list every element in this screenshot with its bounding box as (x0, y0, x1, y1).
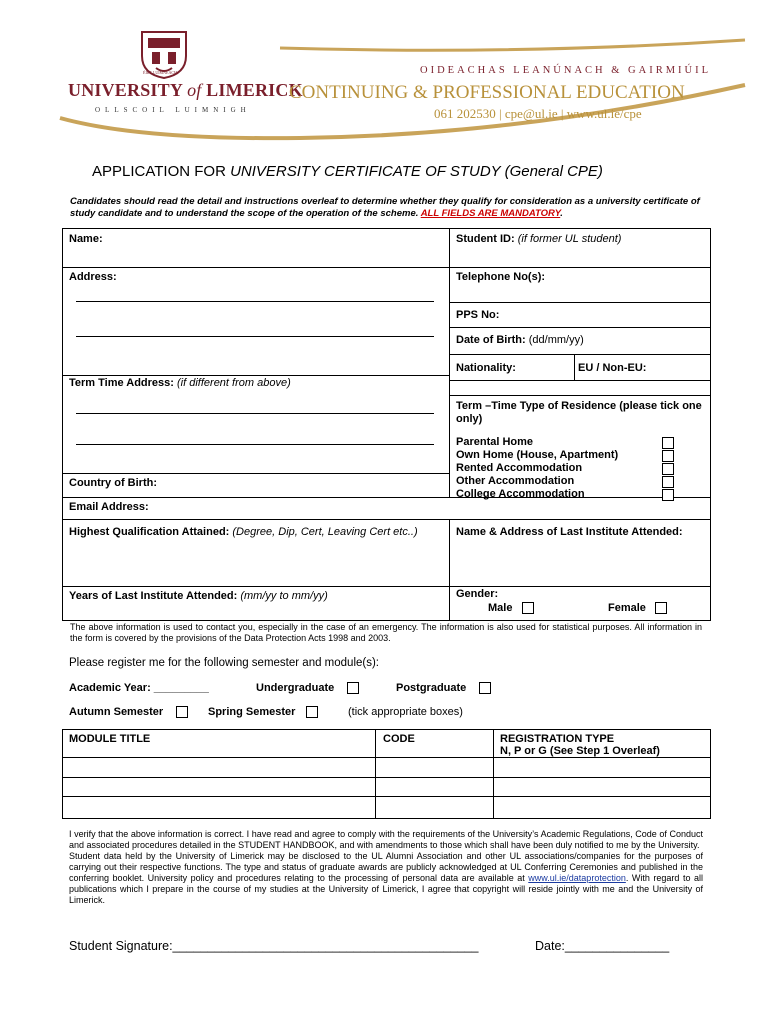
spring-semester-option: Spring Semester (208, 706, 318, 718)
postgraduate-option: Postgraduate (396, 682, 491, 694)
female-option: Female (608, 602, 667, 614)
date-field[interactable]: Date:_______________ (535, 939, 670, 953)
code-header: CODE (383, 733, 415, 745)
gender-label: Gender: (456, 588, 499, 600)
term-address-label: Term Time Address: (if different from above) (69, 377, 291, 389)
autumn-semester-option: Autumn Semester (69, 706, 188, 718)
crest-motto: ÉIRE LUIMNEACH (143, 70, 177, 75)
registration-type-subheader: N, P or G (See Step 1 Overleaf) (500, 745, 660, 757)
undergraduate-option: Undergraduate (256, 682, 359, 694)
register-intro: Please register me for the following semester and module(s): (69, 657, 380, 669)
form-title: APPLICATION FOR UNIVERSITY CERTIFICATE OF STUDY (General CPE) (92, 163, 603, 180)
email-label: Email Address: (69, 501, 149, 513)
male-option: Male (488, 602, 534, 614)
university-irish-name: OLLSCOIL LUIMNIGH (95, 106, 251, 114)
tick-note: (tick appropriate boxes) (348, 706, 463, 718)
term-address-line-1[interactable] (76, 413, 434, 414)
residence-checkbox-college[interactable] (662, 489, 674, 501)
name-label: Name: (69, 233, 103, 245)
module-row-2[interactable] (63, 778, 710, 796)
address-label: Address: (69, 271, 117, 283)
dob-label: Date of Birth: (dd/mm/yy) (456, 334, 584, 346)
residence-checkbox-other[interactable] (662, 476, 674, 488)
nationality-label: Nationality: (456, 362, 516, 374)
declaration-data: Student data held by the University of Limerick may be disclosed to the UL Alumni Association and other UL associations/companies for the purposes of carrying out their respective functions. The type and status of graduate awards are publicly acknowledged at UL Conferring Ceremonies and published in the conferring booklet. University policy and procedures relating to the processing of personal data are available at www.ul.ie/dataprotection. With regard to all publications which I prepare in the course of my studies at the University of Limerick, I agree that copyright will reside jointly with me and the University of Limerick. (69, 851, 704, 905)
highest-qualification-label: Highest Qualification Attained: (Degree, Dip, Cert, Leaving Cert etc..) (69, 526, 418, 538)
undergraduate-checkbox[interactable] (347, 682, 359, 694)
module-row-3[interactable] (63, 797, 710, 818)
department-title: CONTINUING & PROFESSIONAL EDUCATION (289, 82, 685, 103)
residence-type-label: Term –Time Type of Residence (please tick one only) (456, 400, 702, 425)
term-address-line-2[interactable] (76, 444, 434, 445)
eu-label: EU / Non-EU: (578, 362, 647, 374)
male-checkbox[interactable] (522, 602, 534, 614)
declaration-verify: I verify that the above information is correct. I have read and agree to comply with the requirements of the University’s Academic Regulations, Code of Conduct and associated procedures detailed in the STUDENT HANDBOOK, and with amendments to those which shall have been duly notified to me by the University. (69, 829, 703, 850)
declaration (69, 829, 703, 906)
postgraduate-checkbox[interactable] (479, 682, 491, 694)
residence-checkbox-own-home[interactable] (662, 450, 674, 462)
contact-info: 061 202530 | cpe@ul.ie | www.ul.ie/cpe (434, 106, 642, 121)
student-signature-field[interactable]: Student Signature:____________________________________________ (69, 939, 479, 953)
module-title-header: MODULE TITLE (69, 733, 151, 745)
last-institute-label: Name & Address of Last Institute Attended: (456, 526, 683, 538)
residence-option: Other Accommodation (456, 475, 676, 488)
mandatory-notice: ALL FIELDS ARE MANDATORY (420, 208, 561, 219)
registration-type-header: REGISTRATION TYPE (500, 733, 615, 745)
residence-option: Own Home (House, Apartment) (456, 449, 676, 462)
data-usage-notice: The above information is used to contact you, especially in the case of an emergency. The information is also used for statistical purposes. All information in the form is covered by the provisions of the Data Protection Acts 1998 and 2003. (70, 622, 702, 643)
irish-department-name: OIDEACHAS LEANÚNACH & GAIRMIÚIL (420, 65, 712, 76)
address-line-2[interactable] (76, 336, 434, 337)
residence-options (456, 436, 676, 501)
spring-semester-checkbox[interactable] (306, 706, 318, 718)
form-intro: Candidates should read the detail and instructions overleaf to determine whether they qualify for consideration as a university certificate of study candidate and to understand the scope of the operation of the scheme. ALL FIELDS ARE MANDATORY. (70, 196, 700, 219)
residence-option: Rented Accommodation (456, 462, 676, 475)
residence-option: College Accommodation (456, 488, 676, 501)
female-checkbox[interactable] (655, 602, 667, 614)
academic-year-field[interactable]: Academic Year: _________ (69, 682, 209, 694)
module-row-1[interactable] (63, 758, 710, 777)
pps-label: PPS No: (456, 309, 500, 321)
university-name: UNIVERSITY of LIMERICK (68, 80, 303, 100)
student-id-label: Student ID: (if former UL student) (456, 233, 622, 245)
telephone-label: Telephone No(s): (456, 271, 546, 283)
residence-checkbox-parental[interactable] (662, 437, 674, 449)
country-of-birth-label: Country of Birth: (69, 477, 157, 489)
autumn-semester-checkbox[interactable] (176, 706, 188, 718)
address-line-1[interactable] (76, 301, 434, 302)
residence-option: Parental Home (456, 436, 676, 449)
data-protection-link[interactable]: www.ul.ie/dataprotection (528, 873, 626, 883)
years-institute-label: Years of Last Institute Attended: (mm/yy to mm/yy) (69, 590, 328, 602)
residence-checkbox-rented[interactable] (662, 463, 674, 475)
